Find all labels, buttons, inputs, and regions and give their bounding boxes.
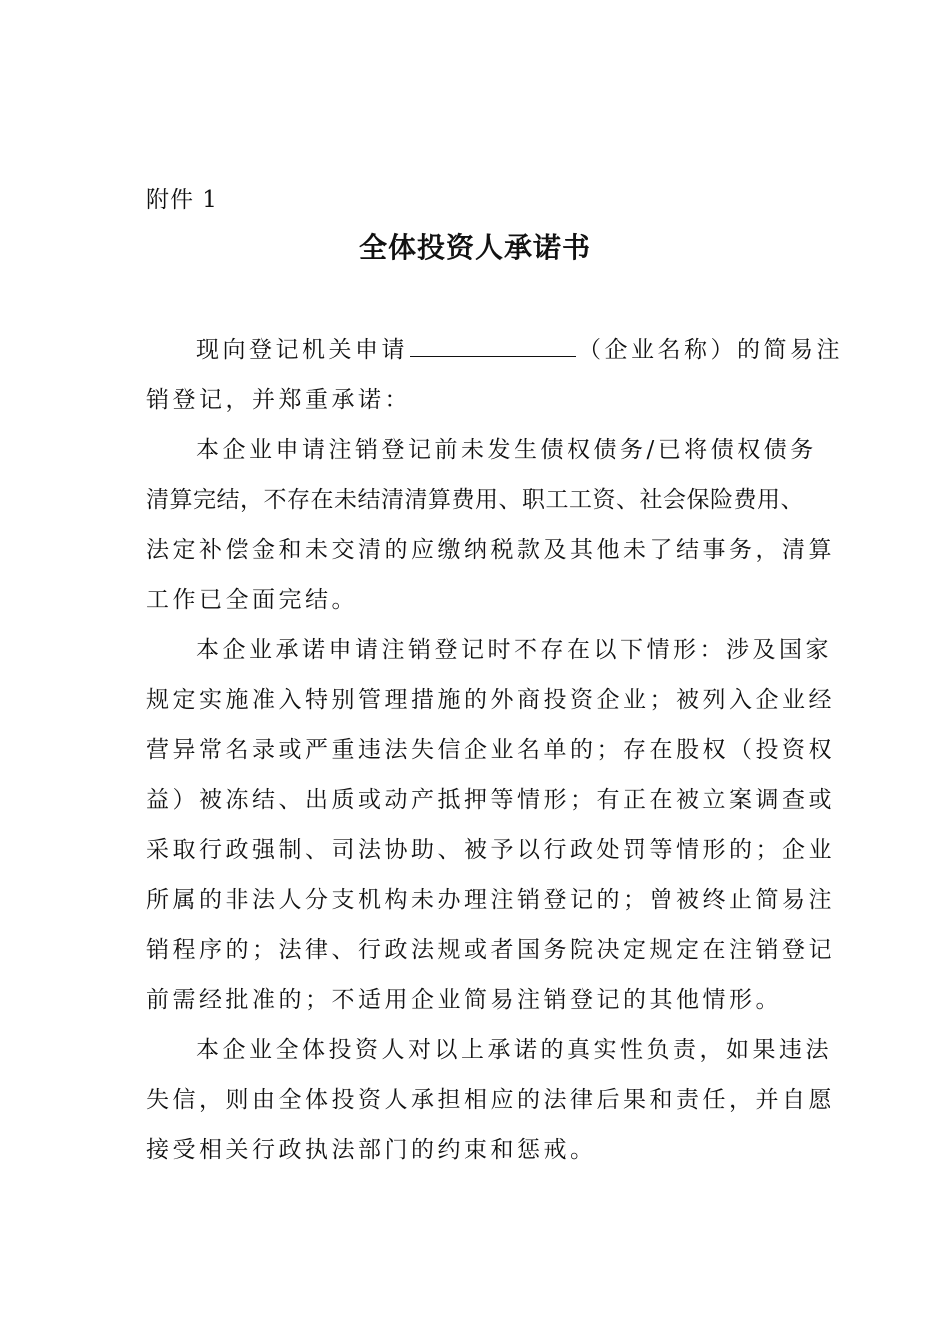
para4-line: 失信，则由全体投资人承担相应的法律后果和责任，并自愿 — [146, 1087, 835, 1113]
para1-line1-before: 现向登记机关申请 — [196, 337, 408, 363]
document-title: 全体投资人承诺书 — [358, 231, 591, 264]
para1-line2: 销登记，并郑重承诺： — [146, 387, 411, 413]
para2-line: 清算完结，不存在未结清清算费用、职工工资、社会保险费用、 — [146, 487, 804, 513]
para3-line: 销程序的；法律、行政法规或者国务院决定规定在注销登记 — [146, 937, 835, 963]
para3-line: 营异常名录或严重违法失信企业名单的；存在股权（投资权 — [146, 737, 835, 763]
attachment-label: 附件 1 — [146, 187, 218, 213]
para1-line1-after: （企业名称）的简易注 — [578, 337, 843, 363]
para3-line: 益）被冻结、出质或动产抵押等情形；有正在被立案调查或 — [146, 787, 835, 813]
para2-line: 本企业申请注销登记前未发生债权债务/已将债权债务 — [196, 437, 817, 463]
para3-line: 所属的非法人分支机构未办理注销登记的；曾被终止简易注 — [146, 887, 835, 913]
para4-line: 本企业全体投资人对以上承诺的真实性负责，如果违法 — [196, 1037, 832, 1063]
para3-line: 规定实施准入特别管理措施的外商投资企业；被列入企业经 — [146, 687, 835, 713]
para3-line: 采取行政强制、司法协助、被予以行政处罚等情形的；企业 — [146, 837, 835, 863]
para3-line: 本企业承诺申请注销登记时不存在以下情形：涉及国家 — [196, 637, 832, 663]
para2-line: 法定补偿金和未交清的应缴纳税款及其他未了结事务，清算 — [146, 537, 835, 563]
para2-line: 工作已全面完结。 — [146, 587, 358, 613]
para1-line1 — [196, 334, 843, 366]
para4-line: 接受相关行政执法部门的约束和惩戒。 — [146, 1137, 597, 1163]
para3-line: 前需经批准的；不适用企业简易注销登记的其他情形。 — [146, 987, 782, 1013]
company-name-blank[interactable] — [410, 334, 576, 357]
